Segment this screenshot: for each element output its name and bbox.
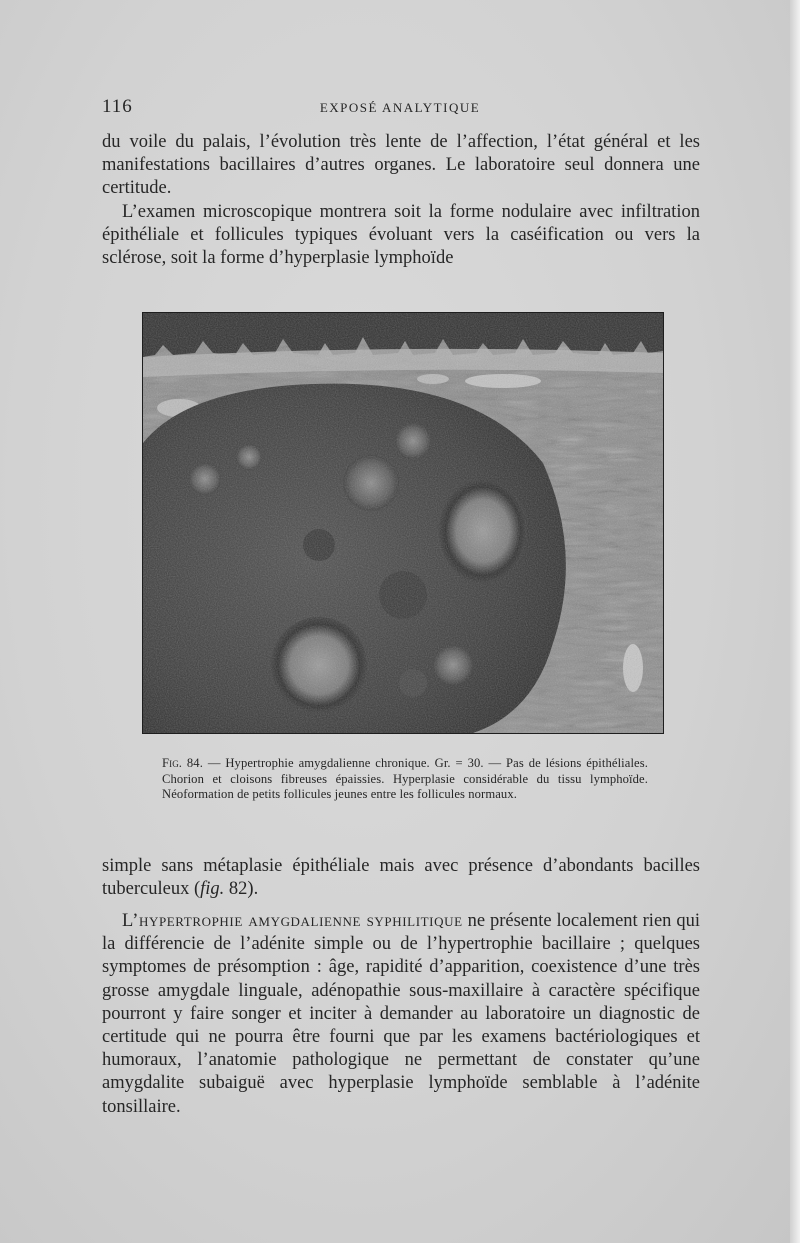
figure-reference: fig. <box>200 879 225 900</box>
paragraph-continuation: du voile du palais, l’évolution très lente de l’affection, l’état général et les manifestations bacillaires d’autres organes. Le laboratoire seul donnera une certitude. <box>102 132 700 199</box>
figure-caption <box>162 756 648 803</box>
text-syphilitic <box>102 910 700 1119</box>
page-header <box>102 96 698 118</box>
paragraph-microscopic-exam: L’examen microscopique montrera soit la forme nodulaire avec infiltration épithéliale et follicules typiques évoluant vers la caséification ou vers la sclérose, soit la forme d’hyperplasie lymphoïde <box>102 201 700 269</box>
paragraph-bacilli <box>102 855 700 901</box>
paragraph-bacilli-end: 82). <box>224 879 259 900</box>
tonsil-section-illustration <box>143 313 663 733</box>
paragraph-syphilitic-text: ne présente localement rien qui la différencie de l’adénite simple ou de l’hypertrophie bacillaire ; quelques symptomes de présomption : âge, rapidité d’apparition, coexistence d’une très grosse amygdale linguale, adénopathie sous-maxillaire à caractère spécifique pourront y faire songer et inciter à demander au laboratoire un diagnostic de certitude qui ne pourra être fourni que par les examens bactériologiques et humoraux, l’anatomie pathologique ne permettant de constater qu’une amygdalite subaiguë avec hyperplasie lymphoïde semblable à l’adénite tonsillaire. <box>102 911 700 1117</box>
stipple-texture <box>143 313 663 733</box>
paragraph-syphilitic <box>102 910 700 1119</box>
figure-caption-text: — Hypertrophie amygdalienne chronique. Gr. = 30. — Pas de lésions épithéliales. Chorion et cloisons fibreuses épaissies. Hyperplasie considérable du tissu lymphoïde. Néoformation de petits follicules jeunes entre les follicules normaux. <box>162 756 648 802</box>
page-number: 116 <box>102 96 133 117</box>
paragraph-bacilli-text: simple sans métaplasie épithéliale mais avec présence d’abondants bacilles tuberculeux ( <box>102 856 700 900</box>
histology-figure <box>142 312 664 734</box>
figure-label: Fig. 84. <box>162 756 203 770</box>
text-top <box>102 131 700 270</box>
section-lead-small-caps: L’hypertrophie amygdalienne syphilitique <box>122 911 463 931</box>
running-title: EXPOSÉ ANALYTIQUE <box>319 100 481 115</box>
text-after-figure <box>102 855 700 901</box>
page-edge <box>790 0 800 1243</box>
